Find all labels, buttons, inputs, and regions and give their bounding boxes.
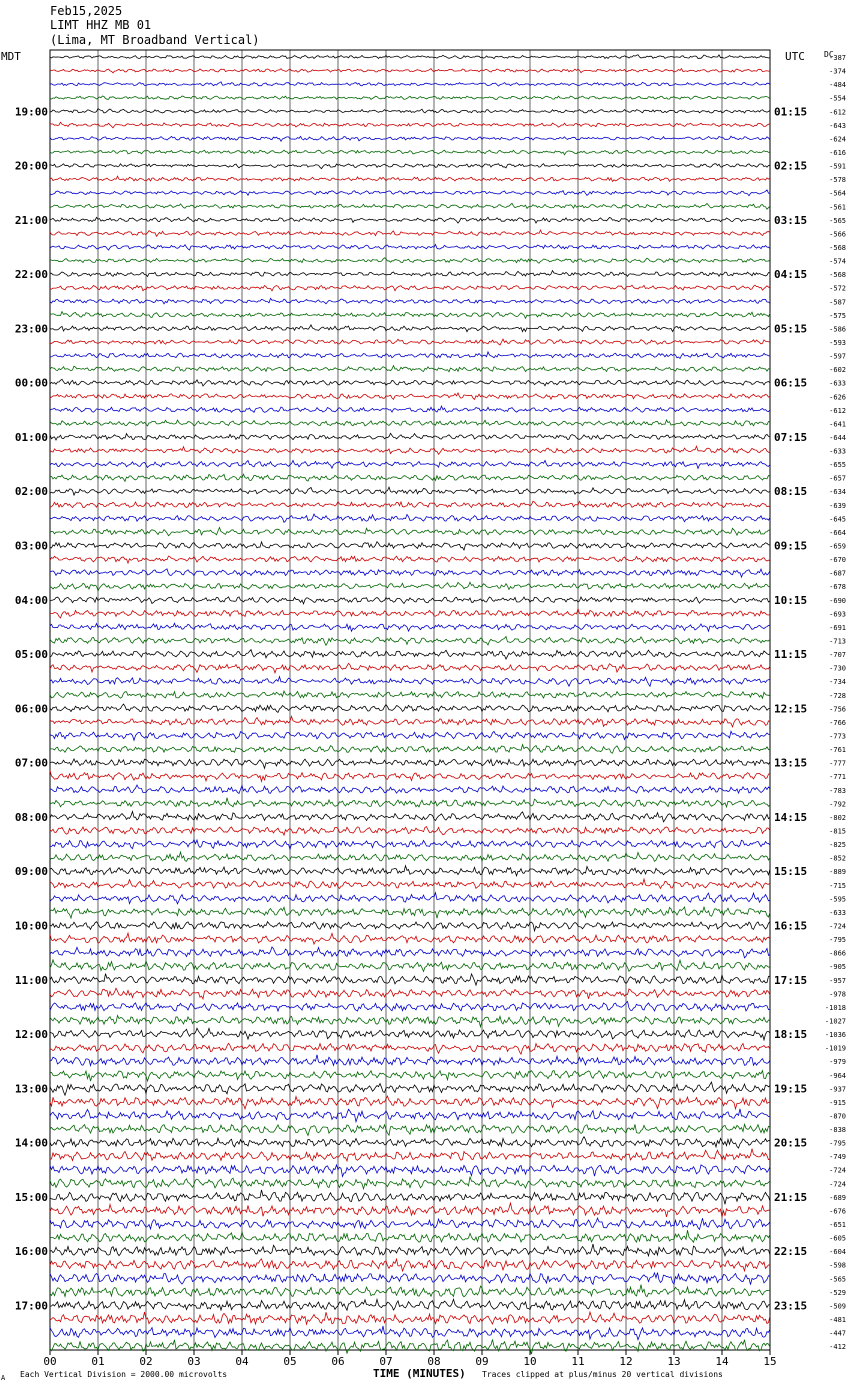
seismic-trace	[50, 569, 770, 577]
x-tick-label: 08	[427, 1355, 441, 1368]
dc-offset-label: -578	[829, 176, 846, 185]
right-hour-label: 01:15	[774, 105, 808, 119]
left-hour-label: 01:00	[14, 430, 48, 444]
dc-offset-label: -766	[829, 718, 846, 727]
seismic-trace	[50, 1055, 770, 1066]
dc-offset-label: -591	[829, 162, 846, 171]
dc-offset-label: -564	[829, 189, 846, 198]
seismic-trace	[50, 1273, 770, 1285]
dc-offset-label: -979	[829, 1058, 846, 1067]
left-hour-label: 08:00	[14, 810, 48, 824]
left-hour-label: 23:00	[14, 322, 48, 336]
seismic-trace	[50, 1124, 770, 1135]
x-tick-label: 10	[523, 1355, 537, 1368]
seismic-trace	[50, 556, 770, 563]
dc-offset-label: -1019	[824, 1044, 846, 1053]
dc-offset-label: -964	[829, 1071, 846, 1080]
seismic-trace	[50, 947, 770, 958]
left-hour-label: 13:00	[14, 1082, 48, 1096]
header-station: LIMT HHZ MB 01	[50, 18, 152, 32]
dc-offset-label: -693	[829, 610, 846, 619]
seismic-trace	[50, 528, 770, 536]
x-tick-label: 15	[763, 1355, 777, 1368]
right-timezone-label: UTC	[785, 50, 805, 63]
dc-offset-label: -602	[829, 366, 846, 375]
dc-offset-label: -565	[829, 216, 846, 225]
dc-offset-label: -565	[829, 1275, 846, 1284]
dc-offset-label: -374	[829, 67, 846, 76]
dc-offset-label: -761	[829, 746, 846, 755]
dc-offset-label: -657	[829, 474, 846, 483]
seismic-trace	[50, 691, 770, 698]
dc-offset-label: -572	[829, 284, 846, 293]
right-hour-label: 14:15	[774, 810, 808, 824]
seismic-trace	[50, 446, 770, 454]
seismic-trace	[50, 69, 770, 73]
left-hour-label: 04:00	[14, 593, 48, 607]
seismic-trace	[50, 1312, 770, 1324]
dc-offset-label: -978	[829, 990, 846, 999]
seismic-trace	[50, 1165, 770, 1177]
seismic-trace	[50, 230, 770, 236]
dc-offset-label: -749	[829, 1153, 846, 1162]
dc-offset-label: -1036	[824, 1031, 846, 1040]
seismic-trace	[50, 339, 770, 345]
x-tick-label: 07	[379, 1355, 393, 1368]
seismic-trace	[50, 582, 770, 591]
dc-offset-label: -598	[829, 1261, 846, 1270]
dc-offset-label: -795	[829, 1139, 846, 1148]
right-hour-label: 23:15	[774, 1299, 808, 1313]
seismic-trace	[50, 298, 770, 304]
dc-offset-label: -1027	[824, 1017, 846, 1026]
dc-offset-label: -554	[829, 94, 846, 103]
dc-offset-label: -870	[829, 1112, 846, 1121]
dc-offset-label: -481	[829, 1316, 846, 1325]
seismic-trace	[50, 704, 770, 712]
left-hour-label: 02:00	[14, 485, 48, 499]
seismic-trace	[50, 1244, 770, 1256]
dc-offset-label: -905	[829, 963, 846, 972]
dc-offset-label: -612	[829, 108, 846, 117]
right-hour-label: 05:15	[774, 322, 808, 336]
seismic-trace	[50, 922, 770, 931]
left-hour-label: 05:00	[14, 648, 48, 662]
right-hour-label: 20:15	[774, 1136, 808, 1150]
dc-offset-label: -1018	[824, 1003, 846, 1012]
dc-offset-label: -678	[829, 583, 846, 592]
dc-offset-label: -825	[829, 841, 846, 850]
dc-offset-label: -651	[829, 1221, 846, 1230]
seismic-trace	[50, 1028, 770, 1040]
seismic-trace	[50, 1190, 770, 1204]
seismic-trace	[50, 731, 770, 740]
seismic-trace	[50, 474, 770, 481]
seismic-trace	[50, 271, 770, 277]
dc-offset-label: -566	[829, 230, 846, 239]
x-tick-label: 14	[715, 1355, 729, 1368]
dc-offset-label: -575	[829, 311, 846, 320]
seismic-trace	[50, 420, 770, 426]
seismic-trace	[50, 514, 770, 522]
dc-offset-label: -587	[829, 298, 846, 307]
seismic-trace	[50, 1177, 770, 1189]
x-tick-label: 11	[571, 1355, 585, 1368]
right-hour-label: 03:15	[774, 213, 808, 227]
seismic-trace	[50, 55, 770, 59]
clip-note: Traces clipped at plus/minus 20 vertical divisions	[482, 1370, 723, 1379]
x-tick-label: 00	[43, 1355, 57, 1368]
dc-offset-label: -802	[829, 813, 846, 822]
seismic-trace	[50, 812, 770, 822]
dc-offset-label: -689	[829, 1193, 846, 1202]
header-date: Feb15,2025	[50, 4, 123, 18]
seismic-trace	[50, 487, 770, 495]
dc-offset-label: -756	[829, 705, 846, 714]
x-axis-title: TIME (MINUTES)	[373, 1367, 466, 1380]
dc-offset-label: -633	[829, 908, 846, 917]
seismic-trace	[50, 433, 770, 440]
dc-offset-label: -783	[829, 786, 846, 795]
dc-offset-label: -838	[829, 1126, 846, 1135]
seismic-trace	[50, 1230, 770, 1242]
seismic-trace	[50, 785, 770, 794]
left-hour-label: 06:00	[14, 702, 48, 716]
dc-offset-label: -643	[829, 121, 846, 130]
seismic-trace	[50, 1109, 770, 1122]
seismic-trace	[50, 217, 770, 223]
left-hour-label: 21:00	[14, 213, 48, 227]
dc-offset-label: -691	[829, 623, 846, 632]
right-hour-label: 11:15	[774, 648, 808, 662]
x-tick-label: 12	[619, 1355, 633, 1368]
right-hour-label: 10:15	[774, 593, 808, 607]
dc-offset-label: -724	[829, 1180, 846, 1189]
dc-offset-label: -889	[829, 868, 846, 877]
dc-offset-label: -612	[829, 406, 846, 415]
x-tick-label: 06	[331, 1355, 345, 1368]
right-hour-label: 15:15	[774, 865, 808, 879]
seismic-trace	[50, 352, 770, 359]
right-hour-label: 07:15	[774, 430, 808, 444]
dc-offset-label: -595	[829, 895, 846, 904]
seismic-trace	[50, 840, 770, 850]
dc-offset-label: -915	[829, 1098, 846, 1107]
x-tick-label: 03	[187, 1355, 201, 1368]
left-hour-label: 20:00	[14, 159, 48, 173]
seismic-trace	[50, 1082, 770, 1095]
right-hour-label: 19:15	[774, 1082, 808, 1096]
dc-offset-label: -574	[829, 257, 846, 266]
left-hour-label: 10:00	[14, 919, 48, 933]
dc-offset-label: -676	[829, 1207, 846, 1216]
seismic-trace	[50, 203, 770, 209]
dc-offset-label: -634	[829, 488, 846, 497]
left-hour-label: 09:00	[14, 865, 48, 879]
dc-offset-label: -777	[829, 759, 846, 768]
seismic-trace	[50, 122, 770, 128]
seismic-trace	[50, 1299, 770, 1310]
seismic-trace	[50, 136, 770, 141]
seismic-trace	[50, 96, 770, 99]
dc-offset-label: -687	[829, 569, 846, 578]
seismic-trace	[50, 1259, 770, 1271]
dc-offset-label: -586	[829, 325, 846, 334]
dc-offset-label: -690	[829, 596, 846, 605]
corner-mark: A	[1, 1374, 6, 1382]
dc-offset-label: -715	[829, 881, 846, 890]
left-hour-label: 17:00	[14, 1299, 48, 1313]
left-hour-label: 07:00	[14, 756, 48, 770]
dc-offset-label: -707	[829, 651, 846, 660]
seismic-trace	[50, 1326, 770, 1340]
dc-offset-label: -724	[829, 1166, 846, 1175]
seismic-trace	[50, 190, 770, 196]
seismic-trace	[50, 716, 770, 727]
right-hour-label: 06:15	[774, 376, 808, 390]
dc-offset-label: -664	[829, 528, 846, 537]
left-hour-label: 16:00	[14, 1245, 48, 1259]
dc-offset-label: -641	[829, 420, 846, 429]
dc-offset-label: -639	[829, 501, 846, 510]
seismic-trace	[50, 960, 770, 972]
seismic-trace	[50, 406, 770, 412]
right-hour-label: 02:15	[774, 159, 808, 173]
right-hour-label: 04:15	[774, 268, 808, 282]
dc-offset-label: -937	[829, 1085, 846, 1094]
seismic-trace	[50, 82, 770, 86]
left-hour-label: 15:00	[14, 1190, 48, 1204]
dc-offset-label: -593	[829, 338, 846, 347]
seismic-trace	[50, 745, 770, 754]
seismic-trace	[50, 827, 770, 835]
right-hour-label: 12:15	[774, 702, 808, 716]
seismic-trace	[50, 1149, 770, 1161]
seismic-trace	[50, 176, 770, 181]
dc-offset-label: -815	[829, 827, 846, 836]
seismic-trace	[50, 609, 770, 618]
seismic-trace	[50, 623, 770, 631]
right-hour-label: 16:15	[774, 919, 808, 933]
dc-offset-label: -387	[829, 54, 846, 62]
seismic-trace	[50, 663, 770, 673]
seismic-trace	[50, 325, 770, 332]
seismic-trace	[50, 597, 770, 604]
right-hour-label: 17:15	[774, 973, 808, 987]
left-hour-label: 14:00	[14, 1136, 48, 1150]
dc-offset-label: -644	[829, 433, 846, 442]
seismic-trace	[50, 1043, 770, 1054]
dc-offset-label: -655	[829, 461, 846, 470]
seismic-trace	[50, 164, 770, 169]
left-hour-label: 22:00	[14, 268, 48, 282]
seismic-trace	[50, 1340, 770, 1355]
seismic-trace	[50, 637, 770, 646]
dc-offset-label: -597	[829, 352, 846, 361]
seismic-trace	[50, 852, 770, 861]
right-hour-label: 08:15	[774, 485, 808, 499]
seismic-trace	[50, 366, 770, 372]
seismic-trace	[50, 501, 770, 507]
dc-offset-label: -957	[829, 976, 846, 985]
seismic-trace	[50, 245, 770, 251]
dc-offset-label: -529	[829, 1288, 846, 1297]
left-hour-label: 11:00	[14, 973, 48, 987]
seismic-trace	[50, 1203, 770, 1217]
dc-offset-label: -728	[829, 691, 846, 700]
dc-offset-label: -561	[829, 203, 846, 212]
dc-offset-label: -484	[829, 81, 846, 90]
seismic-trace	[50, 798, 770, 807]
left-hour-label: 12:00	[14, 1028, 48, 1042]
dc-offset-label: -624	[829, 135, 846, 144]
dc-offset-label: -568	[829, 243, 846, 252]
dc-offset-label: -795	[829, 936, 846, 945]
left-timezone-label: MDT	[1, 50, 21, 63]
x-tick-label: 01	[91, 1355, 105, 1368]
seismic-trace	[50, 879, 770, 889]
seismic-trace	[50, 150, 770, 155]
right-hour-label: 21:15	[774, 1190, 808, 1204]
seismic-trace	[50, 677, 770, 687]
dc-offset-label: -633	[829, 447, 846, 456]
right-hour-label: 13:15	[774, 756, 808, 770]
seismic-trace	[50, 1096, 770, 1109]
x-tick-label: 02	[139, 1355, 153, 1368]
dc-offset-label: -659	[829, 542, 846, 551]
dc-offset-label: -771	[829, 773, 846, 782]
scale-note: Each Vertical Division = 2000.00 microvolts	[20, 1370, 228, 1379]
seismic-trace	[50, 907, 770, 918]
seismic-trace	[50, 1285, 770, 1297]
seismic-trace	[50, 285, 770, 291]
left-hour-label: 19:00	[14, 105, 48, 119]
dc-offset-label: -713	[829, 637, 846, 646]
seismic-trace	[50, 650, 770, 659]
right-hour-label: 22:15	[774, 1245, 808, 1259]
dc-offset-label: -670	[829, 556, 846, 565]
seismic-trace	[50, 109, 770, 113]
seismic-trace	[50, 312, 770, 319]
dc-offset-label: -852	[829, 854, 846, 863]
x-tick-label: 09	[475, 1355, 489, 1368]
dc-offset-label: -605	[829, 1234, 846, 1243]
seismic-trace	[50, 933, 770, 944]
dc-offset-label: -773	[829, 732, 846, 741]
dc-offset-label: -447	[829, 1329, 846, 1338]
seismic-trace	[50, 974, 770, 986]
dc-offset-label: -730	[829, 664, 846, 673]
seismic-trace	[50, 542, 770, 550]
left-hour-label: 00:00	[14, 376, 48, 390]
right-hour-label: 09:15	[774, 539, 808, 553]
seismic-trace	[50, 759, 770, 768]
dc-offset-label: -626	[829, 393, 846, 402]
seismic-trace	[50, 379, 770, 386]
seismic-trace	[50, 1071, 770, 1082]
dc-offset-label: -616	[829, 148, 846, 157]
dc-offset-label: -734	[829, 678, 846, 687]
header-location: (Lima, MT Broadband Vertical)	[50, 33, 260, 47]
seismic-trace	[50, 258, 770, 263]
dc-offset-label: -866	[829, 949, 846, 958]
seismic-trace	[50, 461, 770, 469]
dc-offset-label: -604	[829, 1248, 846, 1257]
seismic-trace	[50, 1218, 770, 1229]
seismic-trace	[50, 1016, 770, 1027]
right-hour-label: 18:15	[774, 1028, 808, 1042]
dc-offset-label: -568	[829, 271, 846, 280]
x-tick-label: 04	[235, 1355, 249, 1368]
dc-offset-label: -792	[829, 800, 846, 809]
left-hour-label: 03:00	[14, 539, 48, 553]
seismic-trace	[50, 988, 770, 999]
dc-offset-label: -633	[829, 379, 846, 388]
seismic-trace	[50, 771, 770, 782]
dc-offset-label: -412	[829, 1343, 846, 1352]
seismic-trace	[50, 893, 770, 904]
x-tick-label: 05	[283, 1355, 297, 1368]
seismic-trace	[50, 393, 770, 399]
x-tick-label: 13	[667, 1355, 681, 1368]
seismic-trace	[50, 1137, 770, 1148]
dc-offset-label: -509	[829, 1302, 846, 1311]
dc-offset-label: -645	[829, 515, 846, 524]
seismic-trace	[50, 866, 770, 876]
dc-offset-header: DC	[824, 50, 834, 59]
seismic-trace	[50, 1001, 770, 1011]
dc-offset-label: -724	[829, 922, 846, 931]
